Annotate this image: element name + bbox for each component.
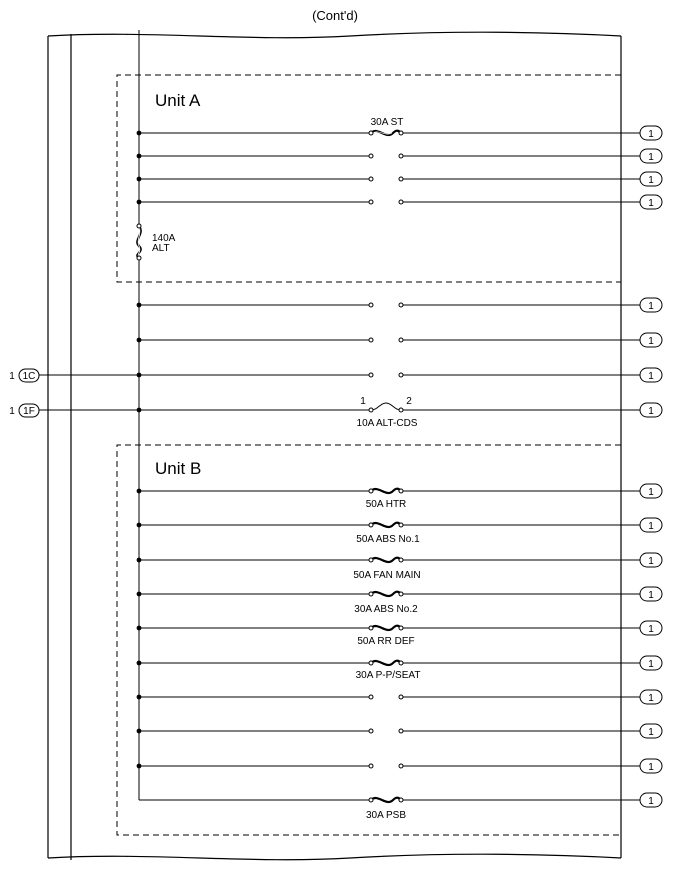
- fuse-label-alt-cds: 10A ALT-CDS: [356, 418, 418, 429]
- fuse-30a-st: [369, 131, 403, 135]
- fuse-50a-abs1: [369, 523, 403, 527]
- terminal-number: 1: [648, 371, 654, 382]
- circuit-row: [139, 793, 662, 821]
- fuse-30a-p-p-seat: [369, 661, 403, 665]
- terminal-number: 1: [648, 590, 654, 601]
- terminal-number: 1: [648, 487, 654, 498]
- fuse-50a-htr: [369, 489, 403, 493]
- circuit-row: [137, 149, 662, 163]
- fuse-label-htr: 50A HTR: [365, 499, 407, 510]
- input-1c-pin: 1: [9, 371, 15, 382]
- terminal-number: 1: [648, 521, 654, 532]
- fuse-label-ppseat: 30A P-P/SEAT: [355, 670, 421, 681]
- fuse-label-abs2: 30A ABS No.2: [354, 604, 418, 615]
- circuit-row: [137, 690, 662, 704]
- input-1c: [9, 369, 139, 382]
- alt-fuse-name: ALT: [152, 243, 170, 254]
- circuit-row: [137, 368, 662, 382]
- unit-b-label: Unit B: [155, 459, 202, 478]
- terminal-number: 1: [648, 301, 654, 312]
- circuit-row: [137, 553, 662, 581]
- input-1f-id: 1F: [23, 406, 35, 417]
- input-1f-pin: 1: [9, 406, 15, 417]
- pin-2: 2: [406, 396, 412, 407]
- page-title: (Cont'd): [312, 8, 358, 23]
- alt-fuse-amp: 140A: [152, 233, 176, 244]
- terminal-number: 1: [648, 624, 654, 635]
- circuit-row: [137, 117, 662, 140]
- terminal-number: 1: [648, 336, 654, 347]
- fuse-30a-psb: [369, 798, 403, 802]
- circuit-row: [137, 518, 662, 545]
- circuit-row: [137, 656, 662, 681]
- terminal-number: 1: [648, 796, 654, 807]
- terminal-number: 1: [648, 556, 654, 567]
- terminal-number: 1: [648, 727, 654, 738]
- input-1f: [9, 404, 139, 417]
- circuit-row: [137, 298, 662, 312]
- alt-fusible-link: [137, 224, 176, 260]
- terminal-number: 1: [648, 129, 654, 140]
- fuse-label-rrdef: 50A RR DEF: [357, 636, 415, 647]
- fuse-label-abs1: 50A ABS No.1: [356, 534, 420, 545]
- terminal-number: 1: [648, 406, 654, 417]
- circuit-row: [137, 724, 662, 738]
- terminal-number: 1: [648, 198, 654, 209]
- circuit-row: [137, 172, 662, 186]
- fuse-30a-abs2: [369, 592, 403, 596]
- circuit-row: [137, 759, 662, 773]
- terminal-number: 1: [648, 693, 654, 704]
- circuit-row: [137, 587, 662, 615]
- terminal-number: 1: [648, 175, 654, 186]
- fuse-label-fan: 50A FAN MAIN: [353, 570, 421, 581]
- fuse-50a-fan-main: [369, 558, 403, 562]
- unit-a-label: Unit A: [155, 91, 201, 110]
- fuse-50a-rr-def: [369, 626, 403, 630]
- terminal-number: 1: [648, 659, 654, 670]
- pin-1: 1: [360, 396, 366, 407]
- terminal-number: 1: [648, 152, 654, 163]
- circuit-row: [137, 484, 662, 510]
- circuit-row: [137, 333, 662, 347]
- terminal-number: 1: [648, 762, 654, 773]
- circuit-row: [137, 396, 662, 429]
- fuse-label-psb: 30A PSB: [365, 810, 407, 821]
- fuse-label-st: 30A ST: [370, 117, 404, 128]
- input-1c-id: 1C: [22, 371, 36, 382]
- circuit-row: [137, 195, 662, 209]
- fuse-10a-alt-cds: [369, 403, 403, 412]
- circuit-row: [137, 621, 662, 647]
